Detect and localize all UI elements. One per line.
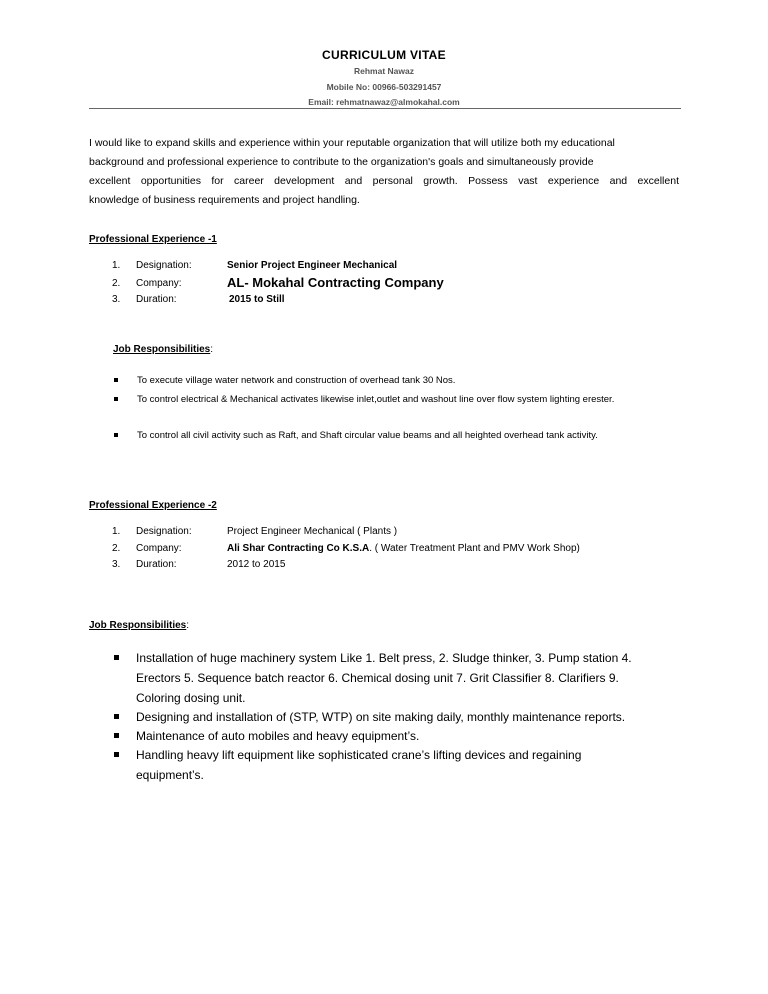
heading-colon: : (186, 620, 190, 631)
experience-1-heading: Professional Experience -1 (89, 234, 217, 245)
detail-label: Duration: (136, 559, 177, 570)
candidate-name: Rehmat Nawaz (354, 66, 414, 76)
list-number: 2. (112, 543, 121, 554)
designation-value: Senior Project Engineer Mechanical (227, 260, 398, 271)
objective-line: knowledge of business requirements and project handling. (89, 194, 360, 206)
list-number: 1. (112, 526, 121, 537)
list-number: 2. (112, 278, 121, 289)
mobile-number: Mobile No: 00966-503291457 (326, 82, 442, 92)
bullet-icon (114, 655, 119, 660)
detail-label: Duration: (136, 294, 177, 305)
detail-label: Company: (136, 278, 182, 289)
objective-paragraph (89, 134, 679, 210)
job-responsibilities-label: Job Responsibilities (113, 344, 211, 355)
list-number: 1. (112, 260, 121, 271)
company-value: AL- Mokahal Contracting Company (227, 275, 444, 290)
email-address: Email: rehmatnawaz@almokahal.com (308, 97, 460, 107)
experience-2-heading: Professional Experience -2 (89, 500, 217, 511)
duration-value: 2015 to Still (229, 294, 285, 305)
detail-label: Designation: (136, 260, 192, 271)
responsibility-text: Installation of huge machinery system Like 1. Belt press, 2. Sludge thinker, 3. Pump station 4. Erectors 5. Sequence batch reactor 6. Chemical dosing unit 7. Grit Classifier 8. Clarifiers 9. Coloring dosing unit. (136, 651, 632, 705)
bullet-icon (114, 397, 118, 401)
responsibility-text: To control electrical & Mechanical activates likewise inlet,outlet and washout line over flow system lighting erester. (137, 394, 615, 405)
company-name: Ali Shar Contracting Co K.S.A (227, 543, 370, 554)
bullet-icon (114, 433, 118, 437)
objective-line: I would like to expand skills and experience within your reputable organization that will utilize both my educational (89, 137, 615, 149)
responsibility-text: To control all civil activity such as Raft, and Shaft circular value beams and all heighted overhead tank activity. (137, 430, 598, 441)
bullet-icon (114, 378, 118, 382)
bullet-icon (114, 752, 119, 757)
responsibility-text: Designing and installation of (STP, WTP) on site making daily, monthly maintenance reports. (136, 710, 626, 724)
header-divider (89, 108, 681, 109)
list-number: 3. (112, 294, 121, 305)
job-responsibilities-label: Job Responsibilities (89, 620, 187, 631)
list-number: 3. (112, 559, 121, 570)
detail-label: Company: (136, 543, 182, 554)
company-note: . ( Water Treatment Plant and PMV Work Shop) (369, 543, 580, 554)
job-responsibilities-1-heading (113, 344, 213, 355)
objective-line: excellent opportunities for career development and personal growth. Possess vast experience and excellent (89, 175, 679, 187)
bullet-icon (114, 733, 119, 738)
company-value (227, 543, 580, 554)
responsibility-text: Maintenance of auto mobiles and heavy equipment’s. (136, 729, 420, 743)
job-responsibilities-2-heading (89, 620, 189, 631)
cv-title: CURRICULUM VITAE (322, 48, 446, 62)
designation-value: Project Engineer Mechanical ( Plants ) (227, 526, 398, 537)
bullet-icon (114, 714, 119, 719)
detail-label: Designation: (136, 526, 192, 537)
objective-line: background and professional experience to contribute to the organization's goals and simultaneously provide (89, 156, 594, 168)
heading-colon: : (210, 344, 214, 355)
responsibility-text: Handling heavy lift equipment like sophisticated crane’s lifting devices and regaining equipment’s. (136, 748, 582, 782)
duration-value: 2012 to 2015 (227, 559, 286, 570)
responsibility-text: To execute village water network and construction of overhead tank 30 Nos. (137, 375, 456, 386)
